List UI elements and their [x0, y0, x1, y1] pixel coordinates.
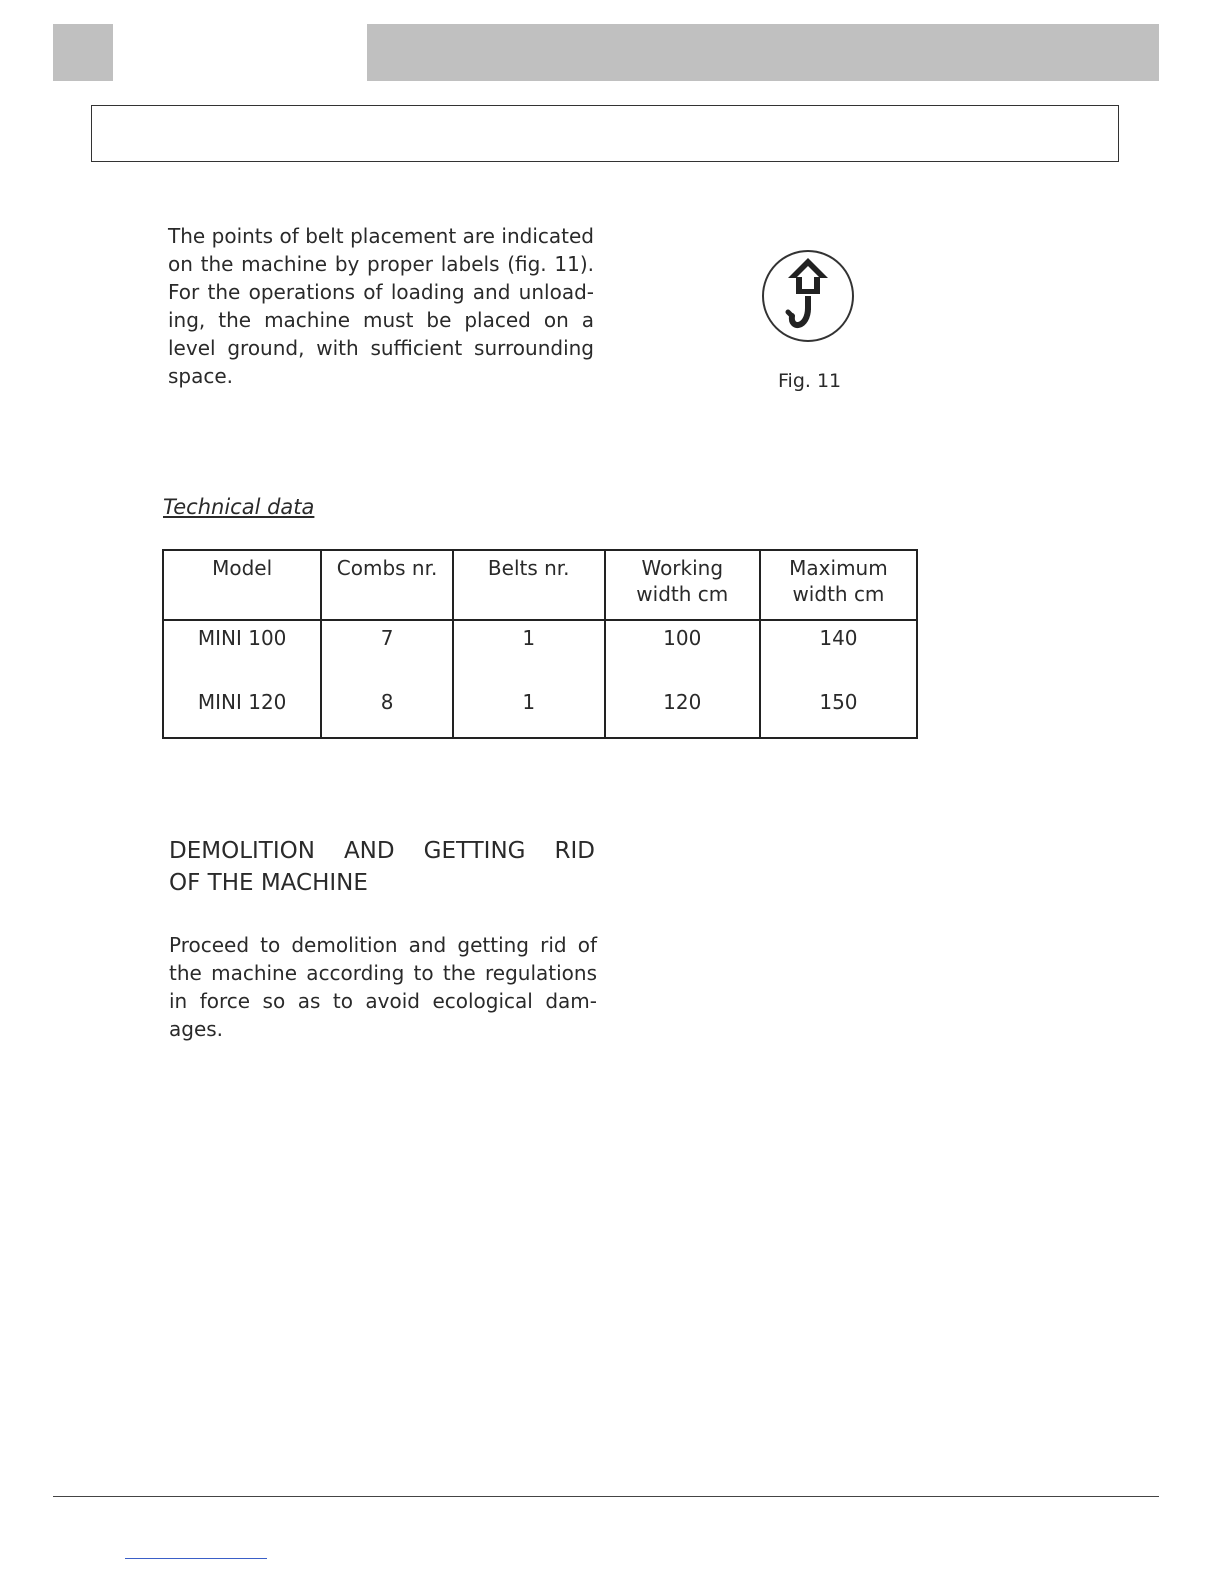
cell-maximum-width: 150 [760, 679, 917, 738]
technical-data-title: Technical data [163, 495, 315, 519]
footer-rule [53, 1496, 1159, 1497]
intro-line: space. [168, 364, 234, 388]
header-line: Maximum [789, 556, 888, 580]
header-combs [321, 550, 453, 620]
table-header-row [163, 550, 917, 620]
header-model [163, 550, 321, 620]
demolition-line: in force so as to avoid ecological dam- [169, 989, 597, 1013]
demolition-line: ages. [169, 1017, 224, 1041]
demolition-heading [169, 835, 595, 899]
intro-line: level ground, with sufficient surrounding [168, 336, 594, 360]
header-line: Combs nr. [336, 556, 438, 580]
table-row [163, 620, 917, 679]
table-row [163, 679, 917, 738]
intro-paragraph [168, 222, 594, 390]
header-maximum-width [760, 550, 917, 620]
header-belts [453, 550, 605, 620]
header-line: width cm [636, 582, 729, 606]
title-box [91, 105, 1119, 162]
heading-line: OF THE MACHINE [169, 870, 368, 896]
demolition-line: the machine according to the regulations [169, 961, 597, 985]
header-line: width cm [792, 582, 885, 606]
cell-maximum-width: 140 [760, 620, 917, 679]
figure-caption: Fig. 11 [778, 370, 842, 392]
demolition-paragraph [169, 931, 597, 1043]
cell-belts: 1 [453, 679, 605, 738]
header-block-left [53, 24, 113, 81]
cell-working-width: 120 [605, 679, 760, 738]
intro-line: The points of belt placement are indicated [168, 224, 594, 248]
cell-belts: 1 [453, 620, 605, 679]
demolition-line: Proceed to demolition and getting rid of [169, 933, 597, 957]
intro-line: For the operations of loading and unload- [168, 280, 594, 304]
footer-link-underline [125, 1558, 267, 1559]
header-line: Working [641, 556, 724, 580]
technical-data-table [162, 549, 918, 739]
header-line: Belts nr. [487, 556, 570, 580]
cell-combs: 8 [321, 679, 453, 738]
lifting-hook-icon [760, 248, 856, 344]
cell-combs: 7 [321, 620, 453, 679]
header-line: Model [212, 556, 273, 580]
header-block-right [367, 24, 1159, 81]
cell-working-width: 100 [605, 620, 760, 679]
cell-model: MINI 100 [163, 620, 321, 679]
intro-line: on the machine by proper labels (fig. 11). [168, 252, 594, 276]
header-working-width [605, 550, 760, 620]
heading-line: DEMOLITION AND GETTING RID [169, 838, 595, 864]
cell-model: MINI 120 [163, 679, 321, 738]
intro-line: ing, the machine must be placed on a [168, 308, 594, 332]
